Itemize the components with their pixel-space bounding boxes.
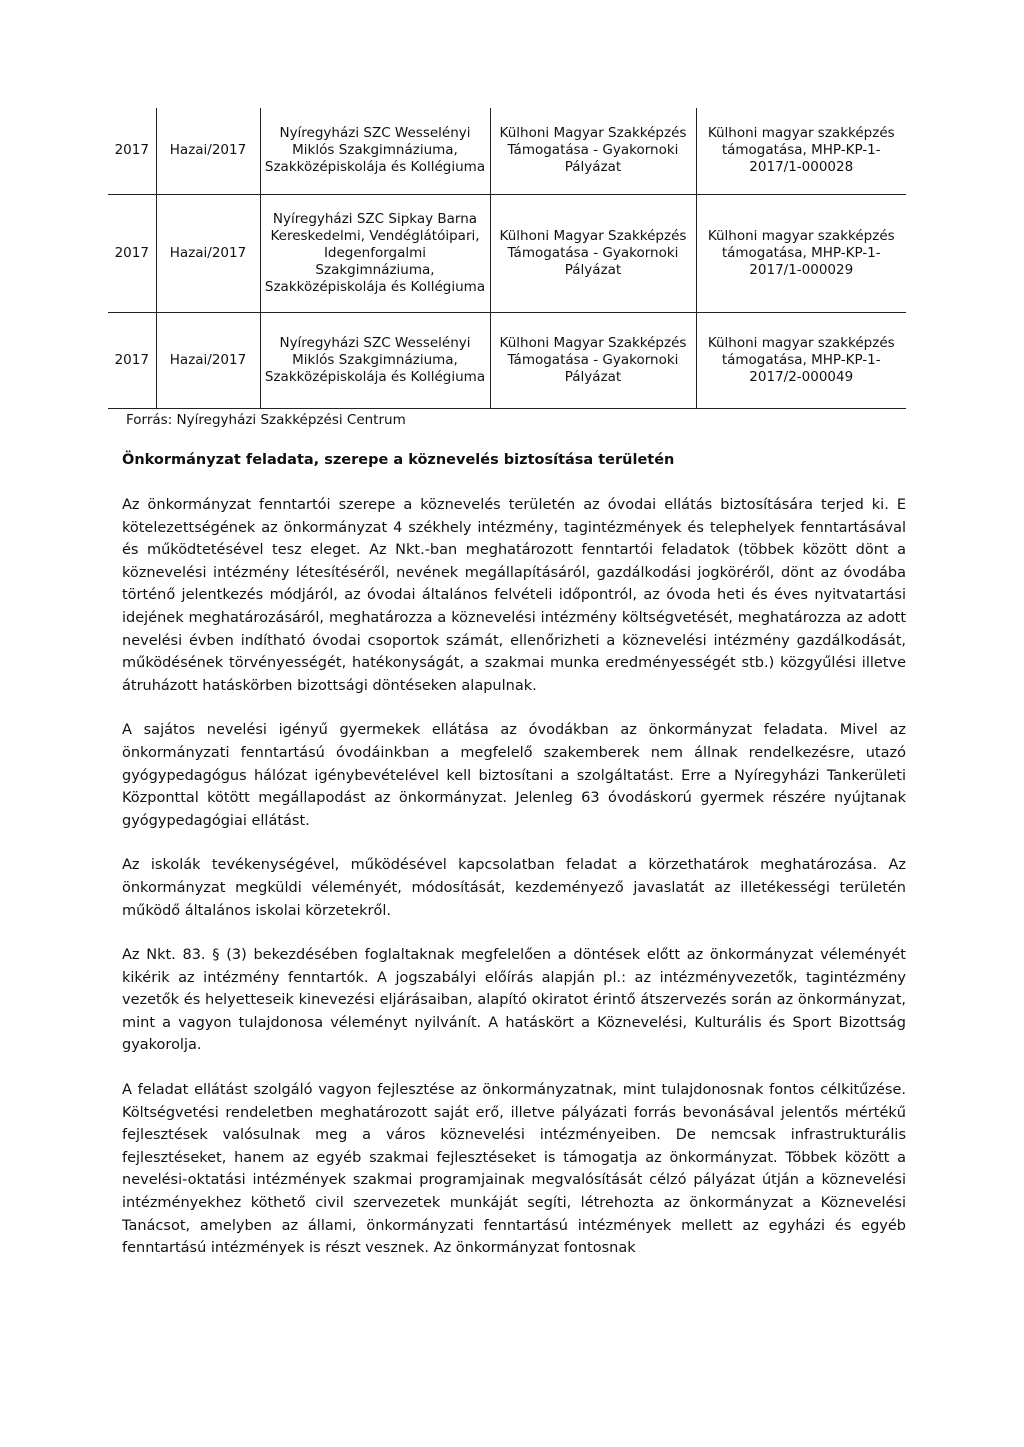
- year-cell: 2017: [114, 142, 149, 159]
- table-row: [108, 194, 906, 312]
- institution-cell: Nyíregyházi SZC Sipkay Barna Kereskedelmi, Vendéglátóipari, Idegenforgalmi Szakgimnáziuma, Szakközépiskolája és Kollégiuma: [260, 194, 490, 312]
- year-cell: 2017: [114, 244, 149, 261]
- reference-cell: Külhoni magyar szakképzés támogatása, MHP-KP-1-2017/2-000049: [696, 312, 906, 408]
- paragraph: Az iskolák tevékenységével, működésével kapcsolatban feladat a körzethatárok meghatározása. Az önkormányzat megküldi véleményét, módosítását, kezdeményező javaslatát az illetékességi területén működő általános iskolai körzetekről.: [122, 857, 906, 919]
- type-cell: Hazai/2017: [156, 108, 260, 194]
- section-heading: Önkormányzat feladata, szerepe a köznevelés biztosítása területén: [122, 452, 675, 468]
- institution-cell: Nyíregyházi SZC Wesselényi Miklós Szakgimnáziuma, Szakközépiskolája és Kollégiuma: [260, 312, 490, 408]
- paragraph: Az önkormányzat fenntartói szerepe a köznevelés területén az óvodai ellátás biztosítására terjed ki. E kötelezettségének az önkormányzat 4 székhely intézmény, tagintézmények és telephelyek fenntartásával és működtetésével tesz eleget. Az Nkt.-ban meghatározott fenntartói feladatok (többek között dönt a köznevelési intézmény létesítéséről, nevének megállapításáról, gazdálkodási jogköréről, dönt az óvodába történő jelentkezés módjáról, az óvodai általános felvételi időpontról, az óvoda heti és éves nyitvatartási idejének meghatározásáról, meghatározza a köznevelési intézmény költségvetését, meghatározza az adott nevelési évben indítható óvodai csoportok számát, ellenőrizheti a köznevelési intézmény gazdálkodását, működésének törvényességét, hatékonyságát, a szakmai munka eredményességét stb.) közgyűlési illetve átruházott hatáskörben bizottsági döntéseken alapulnak.: [122, 497, 906, 694]
- program-cell: Külhoni Magyar Szakképzés Támogatása - Gyakornoki Pályázat: [490, 194, 696, 312]
- program-cell: Külhoni Magyar Szakképzés Támogatása - Gyakornoki Pályázat: [490, 108, 696, 194]
- reference-cell: Külhoni magyar szakképzés támogatása, MHP-KP-1-2017/1-000029: [696, 194, 906, 312]
- program-cell: Külhoni Magyar Szakképzés Támogatása - Gyakornoki Pályázat: [490, 312, 696, 408]
- type-cell: Hazai/2017: [156, 312, 260, 408]
- body-text: [122, 494, 906, 1282]
- paragraph: A sajátos nevelési igényű gyermekek ellátása az óvodákban az önkormányzat feladata. Mivel az önkormányzati fenntartású óvodáinkban a megfelelő szakemberek nem állnak rendelkezésre, utazó gyógypedagógus hálózat igénybevételével kell biztosítani a szolgáltatást. Erre a Nyíregyházi Tankerületi Központtal kötött megállapodást az önkormányzat. Jelenleg 63 óvodáskorú gyermek részére nyújtanak gyógypedagógiai ellátást.: [122, 722, 906, 829]
- table-source: Forrás: Nyíregyházi Szakképzési Centrum: [126, 412, 406, 428]
- type-cell: Hazai/2017: [156, 194, 260, 312]
- reference-cell: Külhoni magyar szakképzés támogatása, MHP-KP-1-2017/1-000028: [696, 108, 906, 194]
- projects-table: [108, 108, 906, 409]
- year-cell: 2017: [114, 351, 149, 368]
- institution-cell: Nyíregyházi SZC Wesselényi Miklós Szakgimnáziuma, Szakközépiskolája és Kollégiuma: [260, 108, 490, 194]
- paragraph: Az Nkt. 83. § (3) bekezdésében foglaltaknak megfelelően a döntések előtt az önkormányzat véleményét kikérik az intézmény fenntartók. A jogszabályi előírás alapján pl.: az intézményvezetők, tagintézmény vezetők és helyetteseik kinevezési eljárásaiban, alapító okiratot érintő átszervezés során az önkormányzat, mint a vagyon tulajdonosa véleményt nyilvánít. A hatáskört a Köznevelési, Kulturális és Sport Bizottság gyakorolja.: [122, 947, 906, 1054]
- table-row: [108, 108, 906, 194]
- paragraph: A feladat ellátást szolgáló vagyon fejlesztése az önkormányzatnak, mint tulajdonosnak fontos célkitűzése. Költségvetési rendeletben meghatározott saját erő, illetve pályázati forrás bevonásával jelentős mértékű fejlesztések valósulnak meg a város köznevelési intézményeiben. De nemcsak infrastrukturális fejlesztéseket, hanem az egyéb szakmai fejlesztéseket is támogatja az önkormányzat. Többek között a nevelési-oktatási intézmények szakmai programjainak megvalósítását célzó pályázat útján a köznevelési intézményekhez köthető civil szervezetek munkáját segíti, létrehozta az önkormányzat a Köznevelési Tanácsot, amelyben az állami, önkormányzati fenntartású intézmények mellett az egyházi és egyéb fenntartású intézmények is részt vesznek. Az önkormányzat fontosnak: [122, 1082, 906, 1257]
- table-row: [108, 312, 906, 408]
